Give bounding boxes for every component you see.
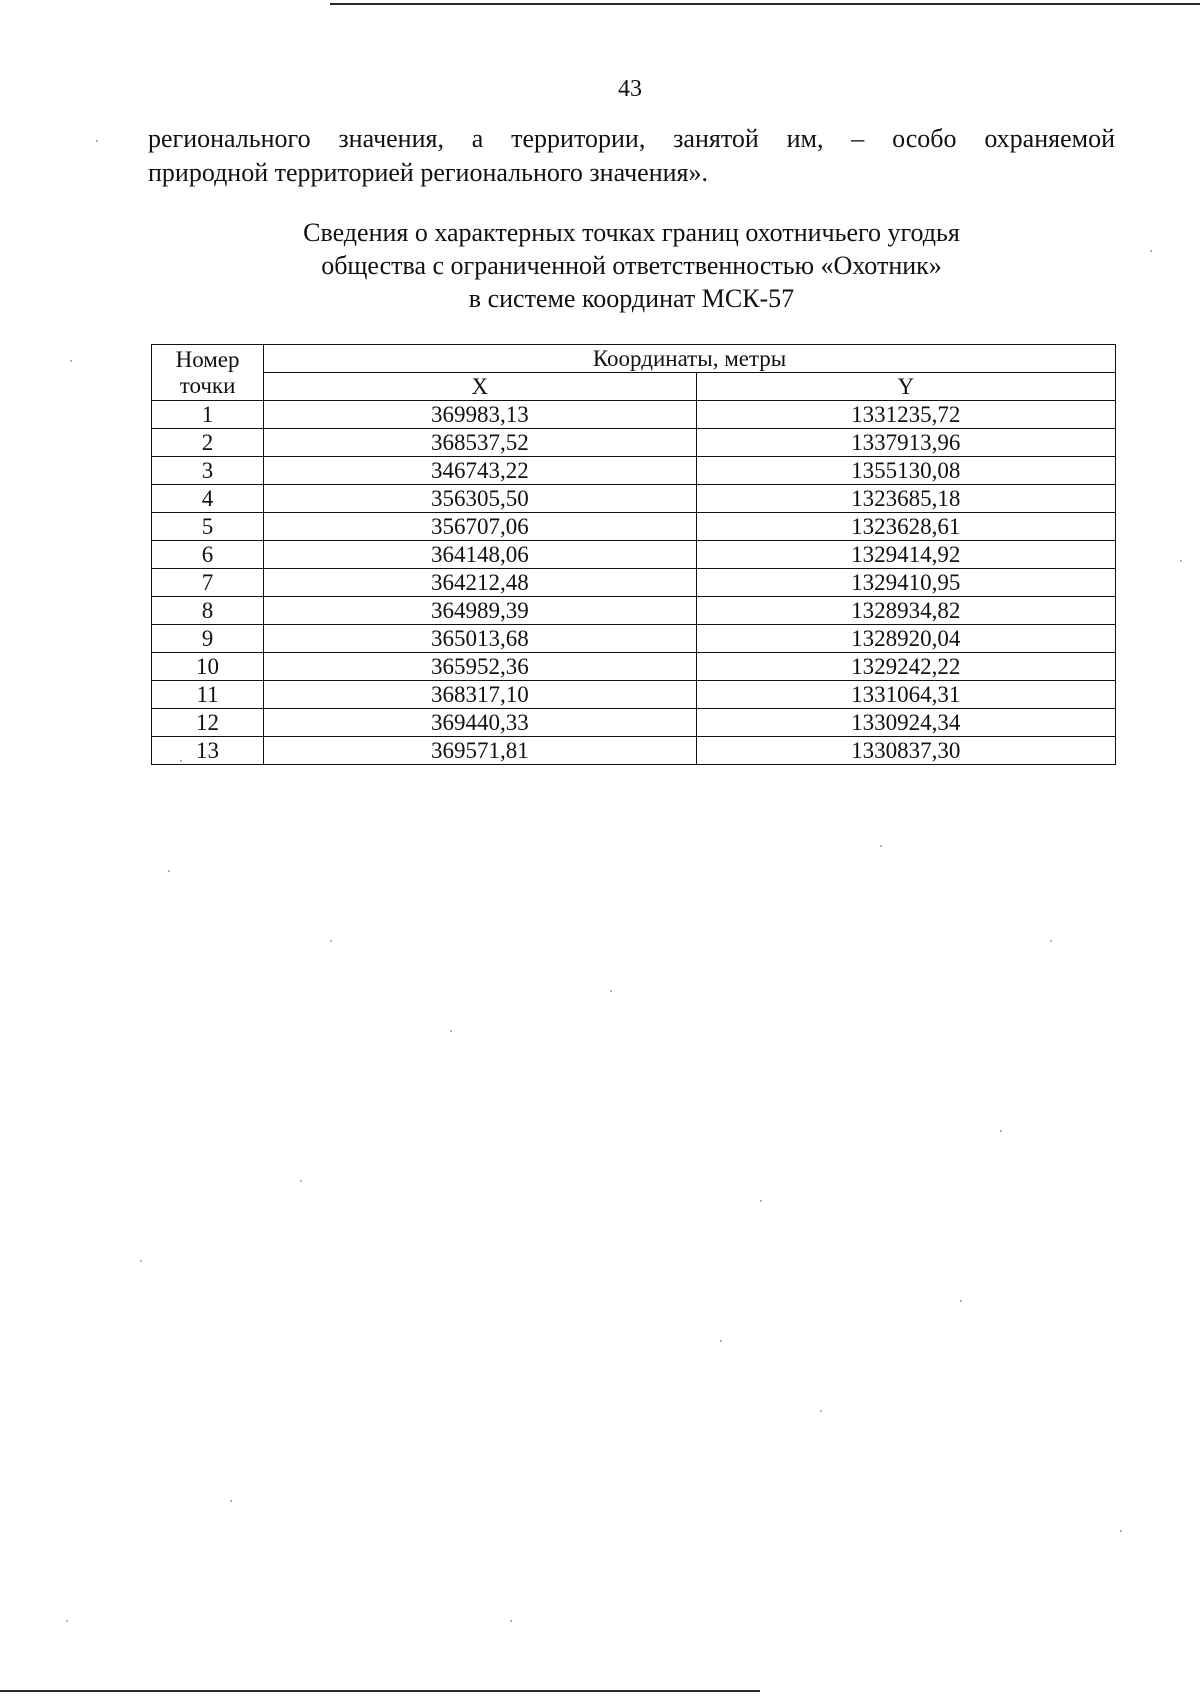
scan-speck <box>450 1030 452 1032</box>
header-point-line-2: точки <box>179 372 236 398</box>
y-coordinate-cell: 1328920,04 <box>696 625 1115 653</box>
heading-line-1: Сведения о характерных точках границ охотничьего угодья <box>303 218 960 247</box>
scan-speck <box>760 1200 762 1202</box>
x-coordinate-cell: 364212,48 <box>264 569 696 597</box>
point-number-cell: 10 <box>152 653 264 681</box>
scan-speck <box>880 845 882 847</box>
point-number-cell: 2 <box>152 429 264 457</box>
y-coordinate-cell: 1329242,22 <box>696 653 1115 681</box>
x-coordinate-cell: 368537,52 <box>264 429 696 457</box>
scan-speck <box>300 1180 302 1182</box>
point-number-cell: 1 <box>152 401 264 429</box>
x-coordinate-cell: 365013,68 <box>264 625 696 653</box>
scan-speck <box>1120 1530 1122 1532</box>
y-coordinate-cell: 1330924,34 <box>696 709 1115 737</box>
table-row <box>152 485 1116 513</box>
header-y: Y <box>696 373 1115 401</box>
table-row <box>152 653 1116 681</box>
header-point-line-1: Номер <box>175 346 240 372</box>
table-row <box>152 709 1116 737</box>
y-coordinate-cell: 1329410,95 <box>696 569 1115 597</box>
point-number-cell: 13 <box>152 737 264 765</box>
table-body <box>152 401 1116 765</box>
table-header-row <box>152 345 1116 373</box>
coordinates-table <box>151 344 1116 765</box>
page-number: 43 <box>618 76 642 102</box>
table-row <box>152 569 1116 597</box>
x-coordinate-cell: 365952,36 <box>264 653 696 681</box>
x-coordinate-cell: 364148,06 <box>264 541 696 569</box>
y-coordinate-cell: 1331235,72 <box>696 401 1115 429</box>
paragraph-line-2: природной территорией регионального значения». <box>148 158 708 187</box>
point-number-cell: 12 <box>152 709 264 737</box>
scan-speck <box>140 1260 142 1262</box>
point-number-cell: 5 <box>152 513 264 541</box>
table-heading <box>148 216 1115 315</box>
y-coordinate-cell: 1355130,08 <box>696 457 1115 485</box>
heading-line-3: в системе координат МСК-57 <box>468 284 795 313</box>
x-coordinate-cell: 346743,22 <box>264 457 696 485</box>
table-row <box>152 625 1116 653</box>
table-row <box>152 681 1116 709</box>
table-row <box>152 737 1116 765</box>
table-row <box>152 429 1116 457</box>
x-coordinate-cell: 356305,50 <box>264 485 696 513</box>
x-coordinate-cell: 368317,10 <box>264 681 696 709</box>
y-coordinate-cell: 1329414,92 <box>696 541 1115 569</box>
body-paragraph <box>148 122 1115 190</box>
scan-edge-top <box>330 3 1200 5</box>
x-coordinate-cell: 369571,81 <box>264 737 696 765</box>
scan-speck <box>96 140 98 142</box>
y-coordinate-cell: 1331064,31 <box>696 681 1115 709</box>
table-row <box>152 401 1116 429</box>
y-coordinate-cell: 1328934,82 <box>696 597 1115 625</box>
y-coordinate-cell: 1323628,61 <box>696 513 1115 541</box>
scan-speck <box>510 1620 512 1622</box>
scan-speck <box>1000 1130 1002 1132</box>
scan-speck <box>230 1500 232 1502</box>
table-row <box>152 457 1116 485</box>
header-point-number <box>152 345 264 401</box>
point-number-cell: 11 <box>152 681 264 709</box>
scan-speck <box>820 1410 822 1412</box>
scan-speck <box>70 360 72 362</box>
scan-edge-bottom <box>0 1690 760 1692</box>
point-number-cell: 8 <box>152 597 264 625</box>
header-x: X <box>264 373 696 401</box>
table-subheader-row <box>152 373 1116 401</box>
x-coordinate-cell: 369983,13 <box>264 401 696 429</box>
scan-speck <box>66 1620 68 1622</box>
scan-speck <box>610 990 612 992</box>
heading-line-2: общества с ограниченной ответственностью «Охотник» <box>321 251 942 280</box>
header-coordinates: Координаты, метры <box>264 345 1116 373</box>
table-row <box>152 513 1116 541</box>
point-number-cell: 7 <box>152 569 264 597</box>
scan-speck <box>1150 250 1152 252</box>
y-coordinate-cell: 1337913,96 <box>696 429 1115 457</box>
point-number-cell: 4 <box>152 485 264 513</box>
x-coordinate-cell: 364989,39 <box>264 597 696 625</box>
point-number-cell: 6 <box>152 541 264 569</box>
scan-speck <box>1180 560 1182 562</box>
scan-speck <box>1050 940 1052 942</box>
scan-speck <box>180 760 182 762</box>
point-number-cell: 3 <box>152 457 264 485</box>
paragraph-line-1: регионального значения, а территории, занятой им, – особо охраняемой <box>148 124 1115 153</box>
scan-speck <box>168 870 170 872</box>
x-coordinate-cell: 369440,33 <box>264 709 696 737</box>
scan-speck <box>330 940 332 942</box>
scan-speck <box>720 1340 722 1342</box>
table-row <box>152 541 1116 569</box>
scan-speck <box>960 1300 962 1302</box>
x-coordinate-cell: 356707,06 <box>264 513 696 541</box>
point-number-cell: 9 <box>152 625 264 653</box>
y-coordinate-cell: 1330837,30 <box>696 737 1115 765</box>
y-coordinate-cell: 1323685,18 <box>696 485 1115 513</box>
table-row <box>152 597 1116 625</box>
